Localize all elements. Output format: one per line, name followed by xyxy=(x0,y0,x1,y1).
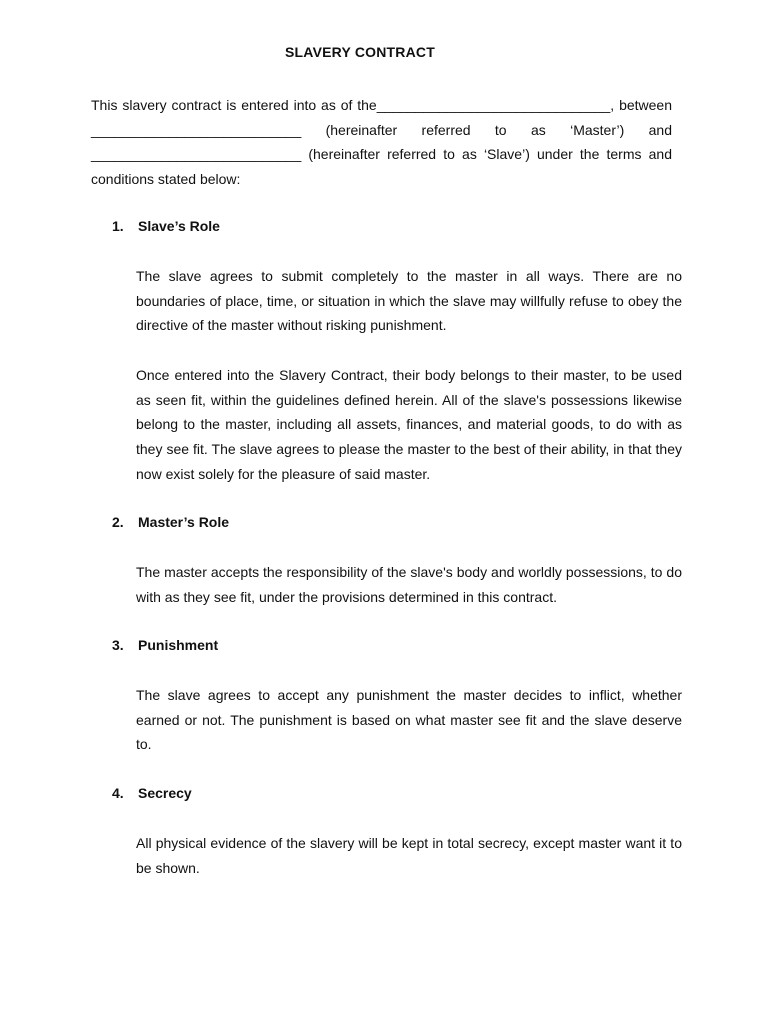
section-1-paragraph-2 xyxy=(112,363,682,487)
section-masters-role xyxy=(112,510,682,534)
section-heading xyxy=(112,633,682,657)
section-2-paragraph-1 xyxy=(112,560,682,609)
section-1-paragraph-1 xyxy=(112,264,682,338)
section-paragraph: All physical evidence of the slavery will be kept in total secrecy, except master want it to be shown. xyxy=(136,835,682,876)
section-number: 4. xyxy=(112,785,124,801)
intro-paragraph: This slavery contract is entered into as of the______________________________, between ___________________________ (hereinafter referred to as ‘Master’) and ___________________________ (hereinafter referred to as ‘Slave’) under the terms and conditions stated below: xyxy=(91,97,672,188)
section-heading xyxy=(112,510,682,534)
section-paragraph: The master accepts the responsibility of the slave's body and worldly possessions, to do with as they see fit, under the provisions determined in this contract. xyxy=(136,564,682,605)
section-4-paragraph-1 xyxy=(112,831,682,880)
section-paragraph: The slave agrees to submit completely to the master in all ways. There are no boundaries of place, time, or situation in which the slave may willfully refuse to obey the directive of the master without risking punishment. xyxy=(136,268,682,334)
section-heading xyxy=(112,781,682,805)
section-secrecy xyxy=(112,781,682,805)
section-number: 3. xyxy=(112,637,124,653)
document-title: SLAVERY CONTRACT xyxy=(285,44,435,60)
section-paragraph: The slave agrees to accept any punishment the master decides to inflict, whether earned or not. The punishment is based on what master see fit and the slave deserve to. xyxy=(136,687,682,753)
section-title: Secrecy xyxy=(138,785,192,801)
section-paragraph: Once entered into the Slavery Contract, their body belongs to their master, to be used as seen fit, within the guidelines defined herein. All of the slave's possessions likewise belong to the master, including all assets, finances, and material goods, to do with as they see fit. The slave agrees to please the master to the best of their ability, in that they now exist solely for the pleasure of said master. xyxy=(136,367,682,482)
section-title: Master’s Role xyxy=(138,514,230,530)
section-heading xyxy=(112,214,682,238)
section-title: Slave’s Role xyxy=(138,218,220,234)
section-punishment xyxy=(112,633,682,657)
section-number: 2. xyxy=(112,514,124,530)
section-slaves-role xyxy=(112,214,682,238)
section-title: Punishment xyxy=(138,637,219,653)
section-number: 1. xyxy=(112,218,124,234)
section-3-paragraph-1 xyxy=(112,683,682,757)
